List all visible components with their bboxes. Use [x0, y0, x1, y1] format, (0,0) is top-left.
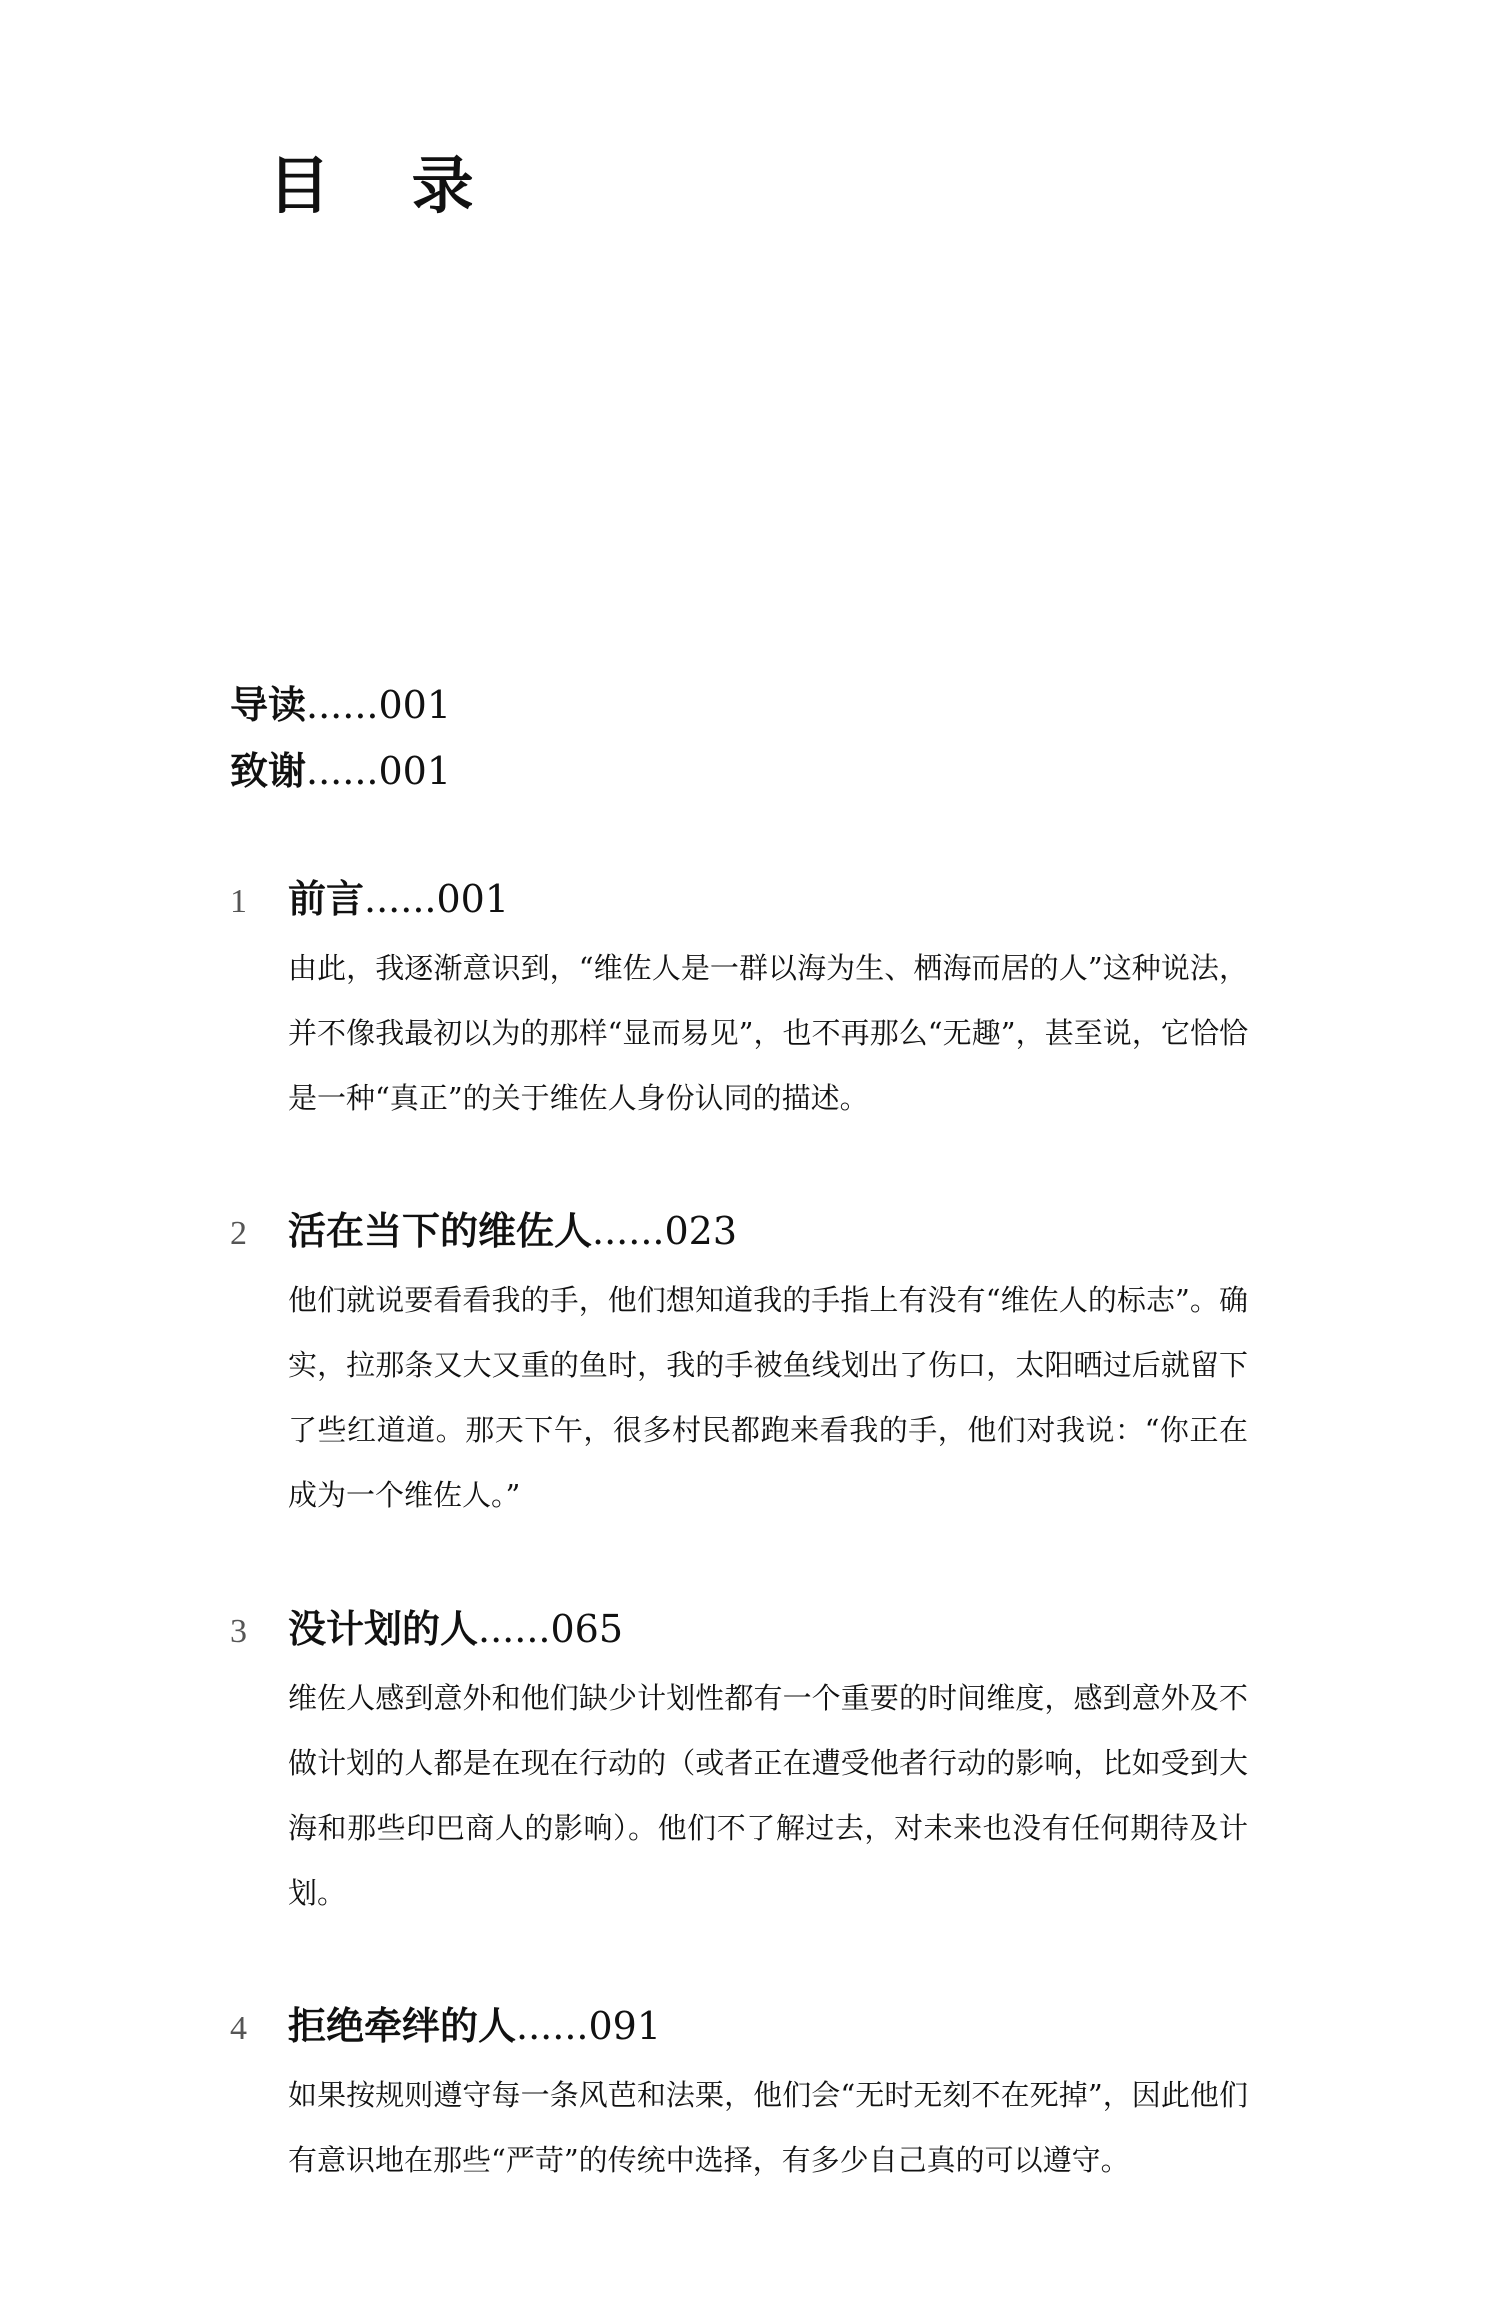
chapter-2-entry — [230, 1200, 1260, 1528]
chapter-4-entry — [230, 1995, 1260, 2193]
page-title: 目 录 — [268, 149, 504, 222]
front-matter-list — [230, 672, 451, 804]
chapter-summary: 如果按规则遵守每一条风芭和法栗，他们会“无时无刻不在死掉”，因此他们有意识地在那些“严苛”的传统中选择，有多少自己真的可以遵守。 — [288, 2078, 1248, 2177]
chapter-title: 前言 — [288, 876, 365, 921]
leader-dots: ...... — [306, 683, 379, 727]
page-number: 091 — [588, 2004, 662, 2048]
page-number: 001 — [436, 877, 510, 921]
leader-dots: ...... — [364, 877, 437, 921]
chapter-3-entry — [230, 1598, 1260, 1926]
chapter-heading[interactable] — [230, 1995, 1260, 2055]
leader-dots: ...... — [478, 1607, 551, 1651]
leader-dots: ...... — [516, 2004, 589, 2048]
page-number: 001 — [378, 683, 452, 727]
page-number: 001 — [378, 749, 452, 793]
chapter-title-line — [288, 1995, 661, 2050]
chapter-summary: 由此，我逐渐意识到，“维佐人是一群以海为生、栖海而居的人”这种说法，并不像我最初以为的那样“显而易见”，也不再那么“无趣”，甚至说，它恰恰是一种“真正”的关于维佐人身份认同的描述。 — [288, 951, 1248, 1115]
chapter-number: 1 — [230, 883, 247, 920]
chapter-heading[interactable] — [230, 868, 1260, 928]
chapter-title-line — [288, 1598, 623, 1653]
page-number: 065 — [550, 1607, 624, 1651]
chapter-title: 拒绝牵绊的人 — [288, 2003, 517, 2048]
chapter-title-line — [288, 868, 509, 923]
leader-dots: ...... — [592, 1209, 665, 1253]
front-matter-item-acknowledgements[interactable] — [230, 738, 451, 804]
chapter-summary: 维佐人感到意外和他们缺少计划性都有一个重要的时间维度，感到意外及不做计划的人都是在现在行动的（或者正在遭受他者行动的影响，比如受到大海和那些印巴商人的影响）。他们不了解过去，对未来也没有任何期待及计划。 — [288, 1681, 1248, 1910]
chapter-title-line — [288, 1200, 737, 1255]
chapter-title: 没计划的人 — [288, 1606, 479, 1651]
leader-dots: ...... — [306, 749, 379, 793]
chapter-number: 3 — [230, 1613, 247, 1650]
chapter-1-entry — [230, 868, 1260, 1131]
front-matter-label: 致谢 — [230, 748, 307, 793]
chapter-number: 4 — [230, 2010, 247, 2047]
chapter-heading[interactable] — [230, 1598, 1260, 1658]
chapter-summary: 他们就说要看看我的手，他们想知道我的手指上有没有“维佐人的标志”。确实，拉那条又大又重的鱼时，我的手被鱼线划出了伤口，太阳晒过后就留下了些红道道。那天下午，很多村民都跑来看我的手，他们对我说：“你正在成为一个维佐人。” — [288, 1283, 1248, 1512]
chapter-title: 活在当下的维佐人 — [288, 1208, 593, 1253]
front-matter-item-preface-guide[interactable] — [230, 672, 451, 738]
chapter-number: 2 — [230, 1215, 247, 1252]
front-matter-label: 导读 — [230, 682, 307, 727]
chapter-heading[interactable] — [230, 1200, 1260, 1260]
page-number: 023 — [664, 1209, 738, 1253]
